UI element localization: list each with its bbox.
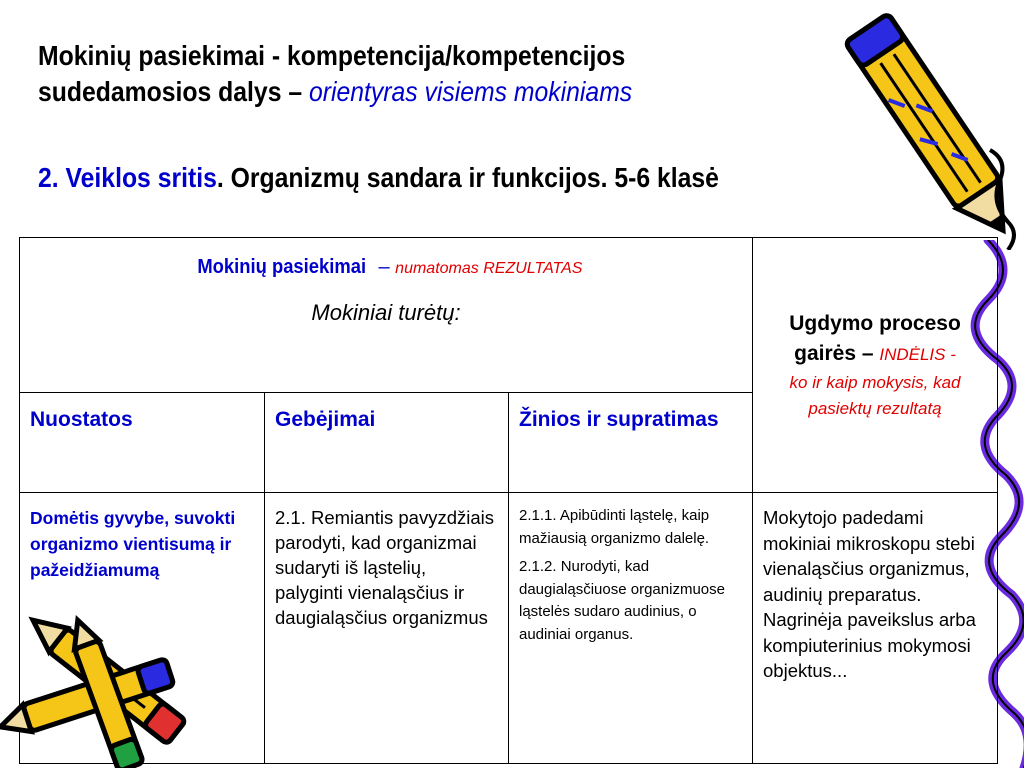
guidelines-header-cell <box>753 238 998 493</box>
column-header-attitudes: Nuostatos <box>20 393 265 493</box>
knowledge-item: 2.1.1. Apibūdinti ląstelę, kaip mažiausią organizmo dalelę. <box>519 507 710 547</box>
subtitle-separator-1: . <box>216 162 231 193</box>
title-accent: orientyras visiems mokiniams <box>308 76 633 107</box>
results-dash: – <box>372 256 396 278</box>
title-line2: sudedamosios dalys – <box>38 76 303 107</box>
title-line1: Mokinių pasiekimai - kompetencija/kompetencijos <box>38 40 626 71</box>
results-sub: numatomas REZULTATAS <box>395 260 583 277</box>
cell-guidelines: Mokytojo padedami mokiniai mikroskopu stebi vienaląsčius organizmus, audinių preparatus. Nagrinėja paveikslus arba kompiuterinius mokymosi objektus... <box>753 493 998 764</box>
cell-attitudes: Domėtis gyvybe, suvokti organizmo vientisumą ir pažeidžiamumą <box>20 493 265 764</box>
results-label: Mokinių pasiekimai <box>196 256 366 278</box>
knowledge-item: 2.1.2. Nurodyti, kad daugialąsčiuose organizmuose ląstelės sudaro audinius, o audiniai organus. <box>519 558 725 643</box>
slide-subtitle <box>38 161 938 195</box>
guide-red-label: INDĖLIS - <box>879 344 956 364</box>
cell-abilities: 2.1. Remiantis pavyzdžiais parodyti, kad organizmai sudaryti iš ląstelių, palyginti vienaląsčius ir daugialąsčius organizmus <box>265 493 509 764</box>
subtitle-grade: 5-6 klasė <box>614 162 719 193</box>
column-header-abilities: Gebėjimai <box>265 393 509 493</box>
subtitle-separator-2: . <box>600 162 615 193</box>
guide-red-desc: ko ir kaip mokysis, kad pasiektų rezultatą <box>789 372 961 418</box>
pencil-group-clipart-icon <box>0 600 200 768</box>
cell-knowledge <box>509 493 753 764</box>
slide-title <box>38 38 812 110</box>
column-header-knowledge: Žinios ir supratimas <box>509 393 753 493</box>
subtitle-topic: Organizmų sandara ir funkcijos <box>230 162 601 193</box>
guide-title-line1: Ugdymo proceso <box>789 311 961 335</box>
pencil-clipart-icon <box>840 0 1024 250</box>
subtitle-area-label: 2. Veiklos sritis <box>38 162 217 193</box>
students-should-label: Mokiniai turėtų: <box>311 300 461 325</box>
guide-title-line2: gairės – <box>794 341 874 365</box>
results-header-cell <box>20 238 753 393</box>
